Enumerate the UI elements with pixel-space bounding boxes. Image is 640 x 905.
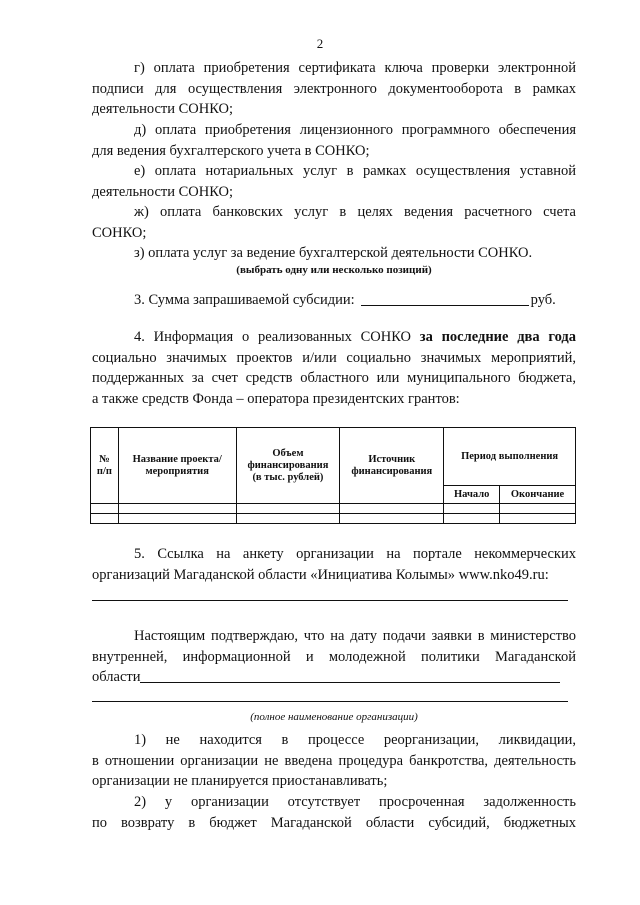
table-row [91,514,576,524]
oblast-fill-line[interactable] [140,668,560,683]
header-period: Период выполнения [444,428,576,486]
header-start: Начало [444,486,500,504]
page-number: 2 [316,36,324,51]
table-row [91,504,576,514]
select-note: (выбрать одну или несколько позиций) [236,264,432,276]
section-5: 5. Ссылка на анкету организации на портале некоммерческих организаций Магаданской области «Инициатива Колымы» www.nko49.ru: [92,546,576,583]
header-funding-volume: Объем финансирования (в тыс. рублей) [236,428,340,504]
subsidy-sum-label: 3. Сумма запрашиваемой субсидии: [134,292,355,308]
org-name-input-line[interactable] [92,701,568,702]
subsidy-sum-input-line[interactable] [361,291,529,306]
org-name-caption: (полное наименование организации) [250,711,418,723]
item-g: г) оплата приобретения сертификата ключа проверки электронной подписи для осуществления электронного документооборота в рамках деятельности СОНКО; [92,60,576,117]
projects-table [90,427,576,524]
item-z: з) оплата услуг за ведение бухгалтерской деятельности СОНКО. [134,245,533,261]
item-d: д) оплата приобретения лицензионного программного обеспечения для ведения бухгалтерского учета в СОНКО; [92,122,576,159]
header-num: № п/п [91,428,119,504]
section-4: 4. Информация о реализованных СОНКО за последние два года социально значимых проектов и/или социально значимых мероприятий, поддержанных за счет средств областного или муниципального бюджета, а также средств Фонда – оператора президентских грантов: [92,329,576,407]
subsidy-sum-unit: руб. [530,292,556,308]
header-project-name: Название проекта/ мероприятия [118,428,236,504]
item-1: 1) не находится в процессе реорганизации, ликвидации, в отношении организации не введена процедура банкротства, деятельность организации не планируется приостанавливать; [92,732,576,789]
portal-link-input-line[interactable] [92,600,568,601]
header-end: Окончание [500,486,576,504]
item-e: е) оплата нотариальных услуг в рамках осуществления уставной деятельности СОНКО; [92,163,576,200]
item-zh: ж) оплата банковских услуг в целях ведения расчетного счета СОНКО; [92,204,576,241]
confirmation-paragraph: Настоящим подтверждаю, что на дату подачи заявки в министерство внутренней, информационной и молодежной политики Магаданской области [92,628,576,685]
header-funding-source: Источник финансирования [340,428,444,504]
item-2: 2) у организации отсутствует просроченная задолженность по возврату в бюджет Магаданской области субсидий, бюджетных [92,794,576,831]
section-3-subsidy-sum [92,290,576,310]
